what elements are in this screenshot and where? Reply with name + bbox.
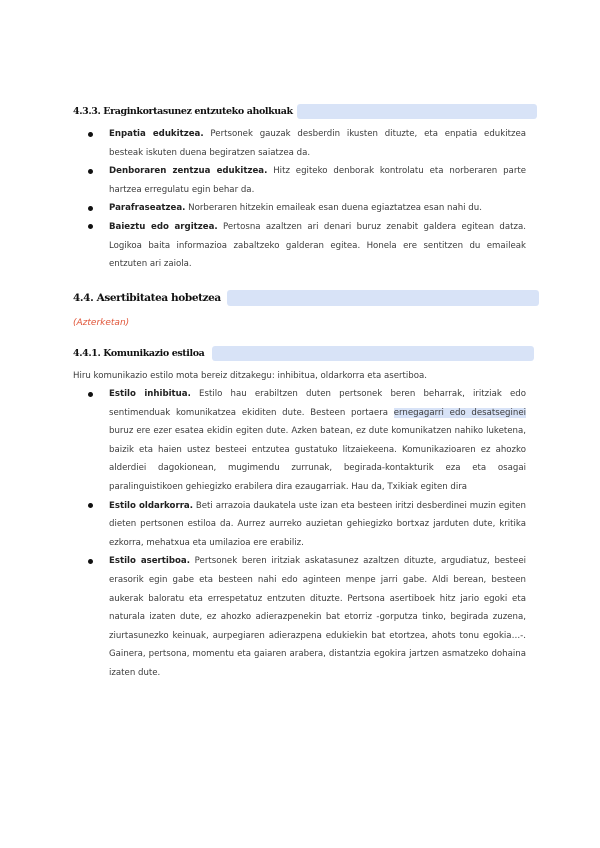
list-item: [86, 218, 526, 274]
bullet-icon: [88, 206, 93, 211]
styles-list: [86, 385, 526, 683]
list-item: [86, 199, 526, 218]
list-item: [86, 162, 526, 199]
bullet-icon: [88, 392, 93, 397]
heading-highlight-bar: [297, 104, 537, 119]
highlighted-text: ernegagarri edo desatseginei: [393, 407, 527, 418]
heading-highlight-bar: [227, 290, 539, 306]
list-item-text: Pertsonek beren iritziak askatasunez azaltzen dituzte, argudiatuz, besteei erasorik egin gabe eta besteen nahi edo aginteen menpe jarri gabe. Aldi berean, besteen aukerak baloratu eta errespetatuz entzuten dituzte. Pertsona asertiboek hitz jario egoki eta naturala izaten dute, ez ahozko adierazpenekin bat etorriz -gorputza tinko, begirada zuzena, ziurtasunezko keinuak, aurpegiaren adierazpena edukiekin bat etortzea, ahots tonu egokia…-. Gainera, pertsona, momentu eta gaiaren arabera, distantzia egokira jartzen asmatzeko dohaina izaten dute.: [109, 556, 526, 678]
section-heading-441: [73, 346, 534, 361]
list-item-text: buruz ere ezer esatea ekidin egiten dute. Azken batean, ez dute komunikatzen nahiko luketena, baizik eta haien ustez besteei entzutea gustatuko litzaiekeena. Komunikazioaren ez ahozko alderdiei dagokionean, mugimendu zurrunak, begirada-kontakturik eza eta osagai paralinguistikoen gehiegizko erabilera dira ezaugarriak. Hau da, Txikiak egiten dira: [109, 426, 526, 492]
section-heading-433: [73, 104, 537, 119]
list-item-term: Enpatia edukitzea.: [109, 129, 204, 139]
intro-paragraph: Hiru komunikazio estilo mota bereiz ditzakegu: inhibitua, oldarkorra eta asertiboa.: [73, 371, 427, 381]
section-title-44: 4.4. Asertibitatea hobetzea: [73, 292, 221, 304]
list-item: [86, 125, 526, 162]
list-item-text: Beti arrazoia daukatela uste izan eta besteen iritzi desberdinei muzin egiten dieten pertsonen estiloa da. Aurrez aurreko auzietan gehiegizko bortxaz jarduten dute, kritika ezkorra, mehatxua eta umilazioa ere erabiliz.: [109, 500, 526, 548]
list-item-term: Estilo inhibitua.: [109, 389, 191, 399]
list-item-term: Parafraseatzea.: [109, 203, 186, 214]
list-item: [86, 497, 526, 553]
list-item-term: Baieztu edo argitzea.: [109, 221, 218, 232]
section-heading-44: [73, 290, 539, 306]
list-item-text: Pertsonek gauzak desberdin ikusten dituzte, eta enpatia edukitzea besteak iskuten duena begiratzen saiatzea da.: [109, 129, 527, 158]
list-item-text: Hitz egiteko denborak kontrolatu eta norberaren parte hartzea erregulatu egin behar da.: [109, 166, 527, 195]
list-item-text: Estilo hau erabiltzen duten pertsonek beren beharrak, iritziak edo sentimenduak komunikatzea ekiditen dute. Besteen portaera: [109, 389, 526, 418]
tips-list: [86, 125, 526, 274]
bullet-icon: [88, 503, 93, 508]
heading-highlight-bar: [212, 346, 534, 361]
section-title-433: 4.3.3. Eraginkortasunez entzuteko aholkuak: [73, 106, 293, 117]
list-item-text: Norberaren hitzekin emaileak esan duena egiaztatzea esan nahi du.: [188, 203, 482, 214]
list-item-term: Estilo oldarkorra.: [109, 500, 193, 511]
bullet-icon: [88, 224, 93, 229]
list-item-term: Estilo asertiboa.: [109, 556, 190, 567]
list-item-term: Denboraren zentzua edukitzea.: [109, 166, 268, 177]
section-title-441: 4.4.1. Komunikazio estiloa: [73, 348, 205, 359]
bullet-icon: [88, 169, 93, 174]
list-item: [86, 552, 526, 682]
bullet-icon: [88, 559, 93, 564]
bullet-icon: [88, 132, 93, 137]
list-item-text: Pertosna azaltzen ari denari buruz zenabit galdera egitean datza. Logikoa baita informazioa zabaltzeko galderan egitea. Honela ere sentitzen du emaileak entzuten ari zaiola.: [109, 221, 526, 270]
section-note: (Azterketan): [73, 318, 130, 328]
list-item: [86, 385, 526, 497]
